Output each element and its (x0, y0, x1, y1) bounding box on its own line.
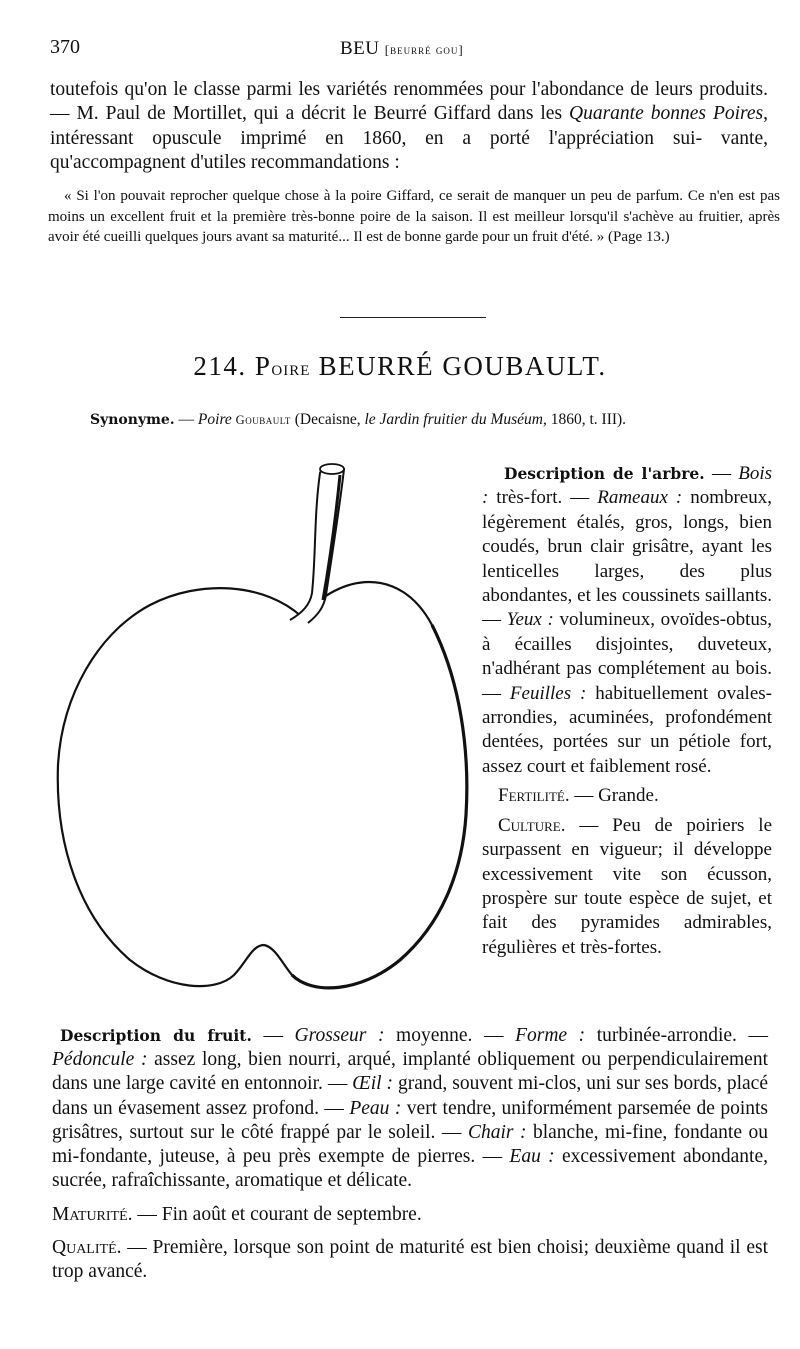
qualite-label: Qualité. (52, 1236, 122, 1258)
fruit-sep-1: — (251, 1025, 295, 1046)
pedoncule-text: assez long, bien nourri, arqué, implanté obliquement ou perpendiculairement dans une large cavité en entonnoir. — (52, 1049, 768, 1095)
maturity-line (52, 1203, 768, 1227)
intro-line-3b: , intéressant opuscule imprimé en 1860, en a porté l'appréciation sui- (50, 103, 769, 149)
bois-label: Bois : (482, 463, 773, 509)
grosseur-text: moyenne. — (384, 1025, 516, 1046)
peau-text: vert tendre, uniformément parsemée de points grisâtres, surtout sur le côté frappé par le soleil. — (52, 1097, 768, 1143)
tree-description (482, 462, 772, 779)
synonym-label: Synonyme. (90, 412, 175, 428)
tree-heading-dash: — (704, 463, 731, 484)
rameaux-text: nombreux, légèrement étalés, gros, longs, bien coudés, brun clair grisâtre, ayant les lenticelles larges, des plus abondantes, et les coussinets saillants. — (482, 487, 772, 631)
rameaux-label: Rameaux : (597, 487, 683, 509)
synonym-ref-work: le Jardin fruitier du Muséum, (364, 411, 547, 428)
eau-label: Eau : (509, 1146, 555, 1168)
intro-line-2b: Quarante (569, 103, 644, 125)
maturite-text: — Fin août et courant de septembre. (132, 1204, 422, 1226)
feuilles-label: Feuilles : (509, 682, 587, 704)
synonym-ref-close: 1860, t. III). (546, 411, 627, 428)
eau-text: excessivement abondante, sucrée, rafraîchissante, aromatique et délicate. (52, 1146, 769, 1192)
fruit-description (52, 1024, 768, 1193)
chair-text: blanche, mi-fine, fondante ou mi-fondante, juteuse, à peu près exempte de pierres. — (52, 1121, 768, 1168)
pear-stalk (290, 466, 344, 623)
pedoncule-label: Pédoncule : (52, 1049, 148, 1071)
pear-body-outline (58, 582, 467, 988)
tree-description-column (482, 462, 772, 960)
synonym-name: Goubault (235, 413, 291, 427)
pear-illustration (40, 455, 480, 1005)
tree-heading: Description de l'arbre. (504, 464, 705, 483)
running-head (340, 38, 464, 60)
chair-label: Chair : (467, 1121, 527, 1143)
quote-line-2: de parfum. Ce n'en est pas moins un excellent fruit et la première très-bonne poire de la (48, 188, 781, 225)
running-head-sc: [beurré gou] (384, 42, 464, 57)
peau-label: Peau : (349, 1097, 402, 1119)
fertility-line (482, 784, 772, 808)
grosseur-label: Grosseur : (294, 1025, 385, 1046)
synonym-ref-open: (Decaisne, (290, 411, 365, 428)
entry-name: BEURRÉ GOUBAULT. (318, 351, 607, 381)
feuilles-text: habituellement ovales-arrondies, acuminées, profondément dentées, portées sur un pétiole fort, assez court et faiblement rosé. (482, 682, 772, 777)
entry-title (0, 351, 800, 382)
intro-line-1: toutefois qu'on le classe parmi les variétés renommées pour l'abondance de leurs (50, 79, 693, 100)
culture-text: — Peu de poiriers le surpassent en vigueur; il développe excessivement vite son écusson, prospère sur toute espèce de sujet, et fait des pyramides admirables, régulières et très-fortes. (482, 814, 772, 958)
bois-text: très-fort. — (488, 487, 598, 509)
oeil-text: grand, souvent mi-clos, uni sur ses bords, placé dans un évasement assez profond. — (52, 1073, 768, 1119)
pear-bottom-shading (292, 960, 400, 988)
page-number: 370 (50, 36, 80, 58)
pear-shading-edge (400, 625, 467, 960)
quote-block (48, 186, 780, 248)
culture-paragraph (482, 814, 772, 960)
fruit-heading: Description du fruit. (60, 1026, 252, 1045)
entry-poire-initial: P (254, 351, 272, 381)
quote-line-4: sa maturité... Il est de bonne garde pour un fruit d'été. » (Page 13.) (272, 229, 670, 245)
forme-text: turbinée-arrondie. — (585, 1025, 768, 1046)
fruit-description-block (52, 1024, 768, 1284)
synonym-line (90, 411, 626, 429)
quote-line-3: saison. Il est meilleur lorsqu'il s'achève au fruitier, après avoir été cueilli quelques jours avant (48, 208, 780, 245)
fertilite-text: — Grande. (569, 785, 659, 807)
intro-paragraph (50, 78, 768, 175)
running-head-main: BEU (340, 38, 380, 59)
pear-stalk-tip (320, 464, 344, 474)
fertilite-label: Fertilité. (498, 785, 570, 807)
forme-label: Forme : (515, 1025, 586, 1046)
section-divider (340, 317, 486, 318)
intro-line-4: vante, qu'accompagnent d'utiles recommandations : (50, 127, 769, 173)
synonym-dash: — (174, 411, 198, 428)
intro-line-2a: produits. — M. Paul de Mortillet, qui a décrit le Beurré Giffard dans les (50, 79, 769, 125)
entry-number: 214. (193, 351, 247, 381)
yeux-label: Yeux : (506, 609, 554, 631)
oeil-label: Œil : (352, 1073, 394, 1095)
yeux-text: volumineux, ovoïdes-obtus, à écailles disjointes, duveteux, n'adhérant pas complétement au bois. — (482, 609, 772, 704)
entry-poire-rest: oire (271, 356, 311, 380)
maturite-label: Maturité. (52, 1204, 133, 1226)
synonym-poire: Poire (197, 411, 232, 428)
qualite-text: — Première, lorsque son point de maturité est bien choisi; deuxième quand il est trop avancé. (52, 1236, 768, 1282)
quality-line (52, 1236, 768, 1284)
quote-line-1: « Si l'on pouvait reprocher quelque chose à la poire Giffard, ce serait de manquer un peu (64, 188, 613, 204)
intro-line-3a: bonnes Poires (650, 103, 764, 125)
culture-label: Culture. (498, 814, 566, 836)
